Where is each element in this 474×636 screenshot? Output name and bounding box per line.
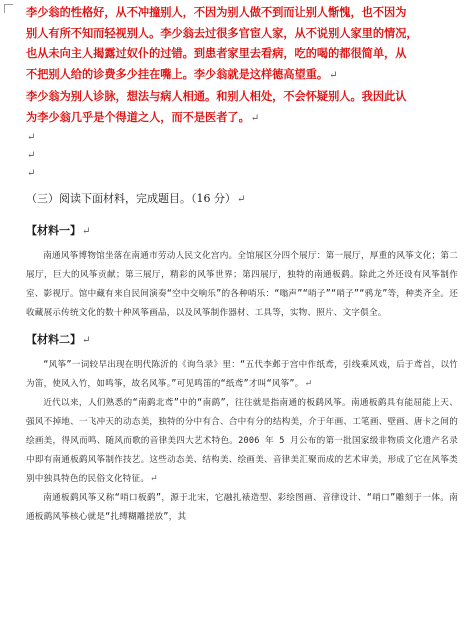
red-line-6[interactable]	[26, 107, 458, 130]
paragraph-mark-icon: ↵	[27, 168, 36, 179]
paragraph-mark-icon: ↵	[304, 379, 313, 389]
red-line-text: 李少翁为别人诊脉，想法与病人相通。和别人相处，不会怀疑别人。我因此认	[26, 89, 407, 103]
material-two-paragraph-1[interactable]	[26, 356, 458, 394]
red-line-text: 也从未向主人揭露过奴仆的过错。到患者家里去看病，吃的喝的都很简单，从	[26, 46, 407, 60]
red-line-text: 李少翁的性格好，从不冲撞别人，不因为别人做不到而让别人惭愧，也不因为	[26, 5, 407, 19]
red-line-2[interactable]	[26, 23, 458, 44]
paragraph-mark-icon: ↵	[237, 194, 246, 205]
empty-paragraph[interactable]	[26, 129, 458, 147]
paragraph-mark-icon: ↵	[82, 226, 91, 237]
red-line-4[interactable]	[26, 64, 458, 87]
paragraph-text: 南通板鹞风筝又称“哨口板鹞”，源于北宋，它融扎裱造型、彩绘图画、音律设计、“哨口”雕刻于一体。南通板鹞风筝核心就是“扎缚糊雕搓放”，其	[26, 493, 458, 522]
material-one-title[interactable]	[26, 222, 458, 241]
empty-paragraph[interactable]	[26, 165, 458, 183]
paragraph-mark-icon: ↵	[27, 132, 36, 143]
paragraph-text: 近代以来，人们熟悉的“南鹞北鸢”中的“南鹞”，往往就是指南通的板鹞风筝。南通板鹞具有能屈能上天、强风不掉地、一飞冲天的动态美，独特的分中有合、合中有分的结构美，介于年画、工笔画、壁画、唐卡之间的绘画美，得风而鸣、随风而歌的音律美四大艺术特色。2006 年 5 月公布的第一批国家级非物质文化遗产名录中即有南通板鹞风筝制作技艺。这些动态美、结构美、绘画美、音律美汇聚而成的艺术审美，形成了它在风筝类别中独具特色的民俗文化特征。	[26, 398, 458, 484]
red-line-1[interactable]	[26, 0, 458, 23]
material-two-paragraph-2[interactable]	[26, 394, 458, 489]
paragraph-mark-icon: ↵	[82, 335, 91, 346]
material-title-text: 【材料二】	[26, 333, 81, 346]
material-title-text: 【材料一】	[26, 224, 81, 237]
red-line-text: 别人有所不知而轻视别人。李少翁去过很多官宦人家，从不说别人家里的情况，	[26, 25, 418, 40]
paragraph-text: 南通风筝博物馆坐落在南通市劳动人民文化宫内。全馆展区分四个展厅：第一展厅，厚重的风筝文化；第二展厅，巨大的风筝贡献；第三展厅，精彩的风筝世界；第四展厅，独特的南通板鹞。除此之外还设有风筝制作室、影视厅。馆中藏有来自民间演奏“空中交响乐”的各种哨乐：“嗡声”“哨子”“哨子”“鸦龙”等，种类齐全。还收藏展示传统文化的数十种风筝画品，以及风筝制作器材、工具等，实物、照片、文字俱全。	[26, 251, 458, 318]
paragraph-text: “风筝”一词较早出现在明代陈沂的《询刍录》里：“五代李邺于宫中作纸鸢，引线乘风戏，后于鸢首，以竹为笛，使风入竹，如鸣筝，故名风筝。”可见鸣笛的“纸鸢”才叫“风筝”。	[26, 360, 458, 389]
page-corner-marker	[4, 4, 13, 13]
paragraph-mark-icon: ↵	[329, 69, 338, 81]
material-one-paragraph[interactable]	[26, 247, 458, 323]
red-line-text: 不把别人给的诊费多少挂在嘴上。李少翁就是这样德高望重。	[26, 66, 329, 81]
paragraph-mark-icon: ↵	[250, 112, 260, 124]
empty-paragraph[interactable]	[26, 147, 458, 165]
material-two-paragraph-3[interactable]	[26, 489, 458, 527]
section-heading-text: （三）阅读下面材料，完成题目。（16 分）	[26, 192, 236, 205]
section-heading[interactable]	[26, 189, 458, 210]
paragraph-mark-icon: ↵	[27, 150, 36, 161]
red-line-5[interactable]	[26, 86, 458, 107]
red-line-3[interactable]	[26, 43, 458, 64]
paragraph-mark-icon: ↵	[150, 474, 158, 484]
material-two-title[interactable]	[26, 331, 458, 350]
red-line-text: 为李少翁几乎是个得道之人，而不是医者了。	[26, 109, 250, 124]
red-highlight-section	[26, 0, 458, 129]
